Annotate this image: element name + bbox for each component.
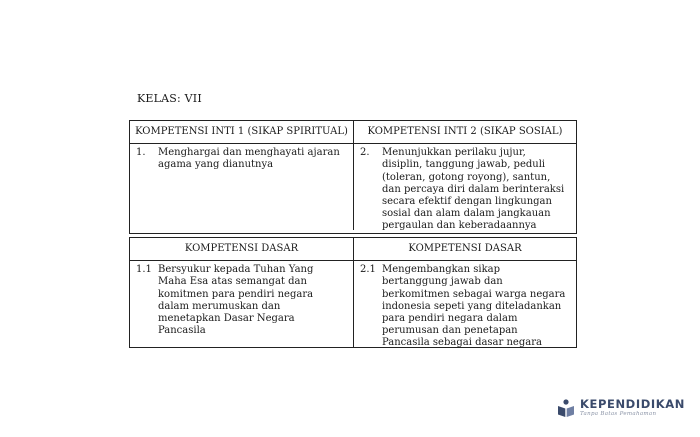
ki1-text <box>158 147 349 230</box>
text-line: berkomitmen sebagai warga negara <box>382 288 566 300</box>
basic-competency-body-row <box>130 261 576 347</box>
text-line: sosial dan alam dalam jangkauan <box>382 208 551 220</box>
kd1-header: KOMPETENSI DASAR <box>184 243 299 254</box>
kd1-number: 1.1 <box>136 264 152 276</box>
text-line: agama yang dianutnya <box>158 159 274 171</box>
basic-competency-header-row <box>130 238 576 261</box>
text-line: Mengembangkan sikap <box>382 264 500 276</box>
text-line: Menunjukkan perilaku jujur, <box>382 147 526 159</box>
text-line: (toleran, gotong royong), santun, <box>382 171 551 183</box>
text-line: menetapkan Dasar Negara <box>158 313 295 325</box>
text-line: para pendiri negara dalam <box>382 313 518 325</box>
class-label: KELAS: VII <box>137 92 202 105</box>
kd2-header: KOMPETENSI DASAR <box>353 238 576 260</box>
basic-competency-table <box>129 237 577 348</box>
watermark-tagline: Tanpa Batas Pemahaman <box>580 411 657 417</box>
text-line: secara efektif dengan lingkungan <box>382 196 552 208</box>
core-competency-header-row <box>130 121 576 144</box>
kd2-cell <box>353 261 576 347</box>
text-line: Menghargai dan menghayati ajaran <box>158 147 340 159</box>
text-line: Maha Esa atas semangat dan <box>158 276 307 288</box>
text-line: perumusan dan penetapan <box>382 325 518 337</box>
ki2-text <box>382 147 572 230</box>
kd2-number: 2.1 <box>360 264 376 276</box>
text-line: disiplin, tanggung jawab, peduli <box>382 159 546 171</box>
ki1-number: 1. <box>136 147 146 159</box>
text-line: komitmen para pendiri negara <box>158 288 314 300</box>
watermark-logo <box>556 398 685 418</box>
text-line: bertanggung jawab dan <box>382 276 503 288</box>
text-line: indonesia sepeti yang diteladankan <box>382 300 562 312</box>
ki2-cell <box>353 144 576 230</box>
text-line: dan percaya diri dalam berinteraksi <box>382 183 565 195</box>
text-line: Pancasila <box>158 325 206 337</box>
ki1-cell <box>130 144 353 230</box>
core-competency-table <box>129 120 577 234</box>
text-line: Bersyukur kepada Tuhan Yang <box>158 264 314 276</box>
text-line: dalam merumuskan dan <box>158 300 281 312</box>
book-person-icon <box>556 398 576 418</box>
text-line: pergaulan dan keberadaannya <box>382 220 537 232</box>
ki1-header: KOMPETENSI INTI 1 (SIKAP SPIRITUAL) <box>135 126 348 137</box>
kd2-text <box>382 264 572 347</box>
ki2-number: 2. <box>360 147 370 159</box>
watermark-name: KEPENDIDIKAN <box>580 397 685 411</box>
text-line: Pancasila sebagai dasar negara <box>382 337 542 349</box>
ki2-header: KOMPETENSI INTI 2 (SIKAP SOSIAL) <box>353 121 576 143</box>
core-competency-body-row <box>130 144 576 230</box>
kd1-text <box>158 264 349 347</box>
kd1-cell <box>130 261 353 347</box>
